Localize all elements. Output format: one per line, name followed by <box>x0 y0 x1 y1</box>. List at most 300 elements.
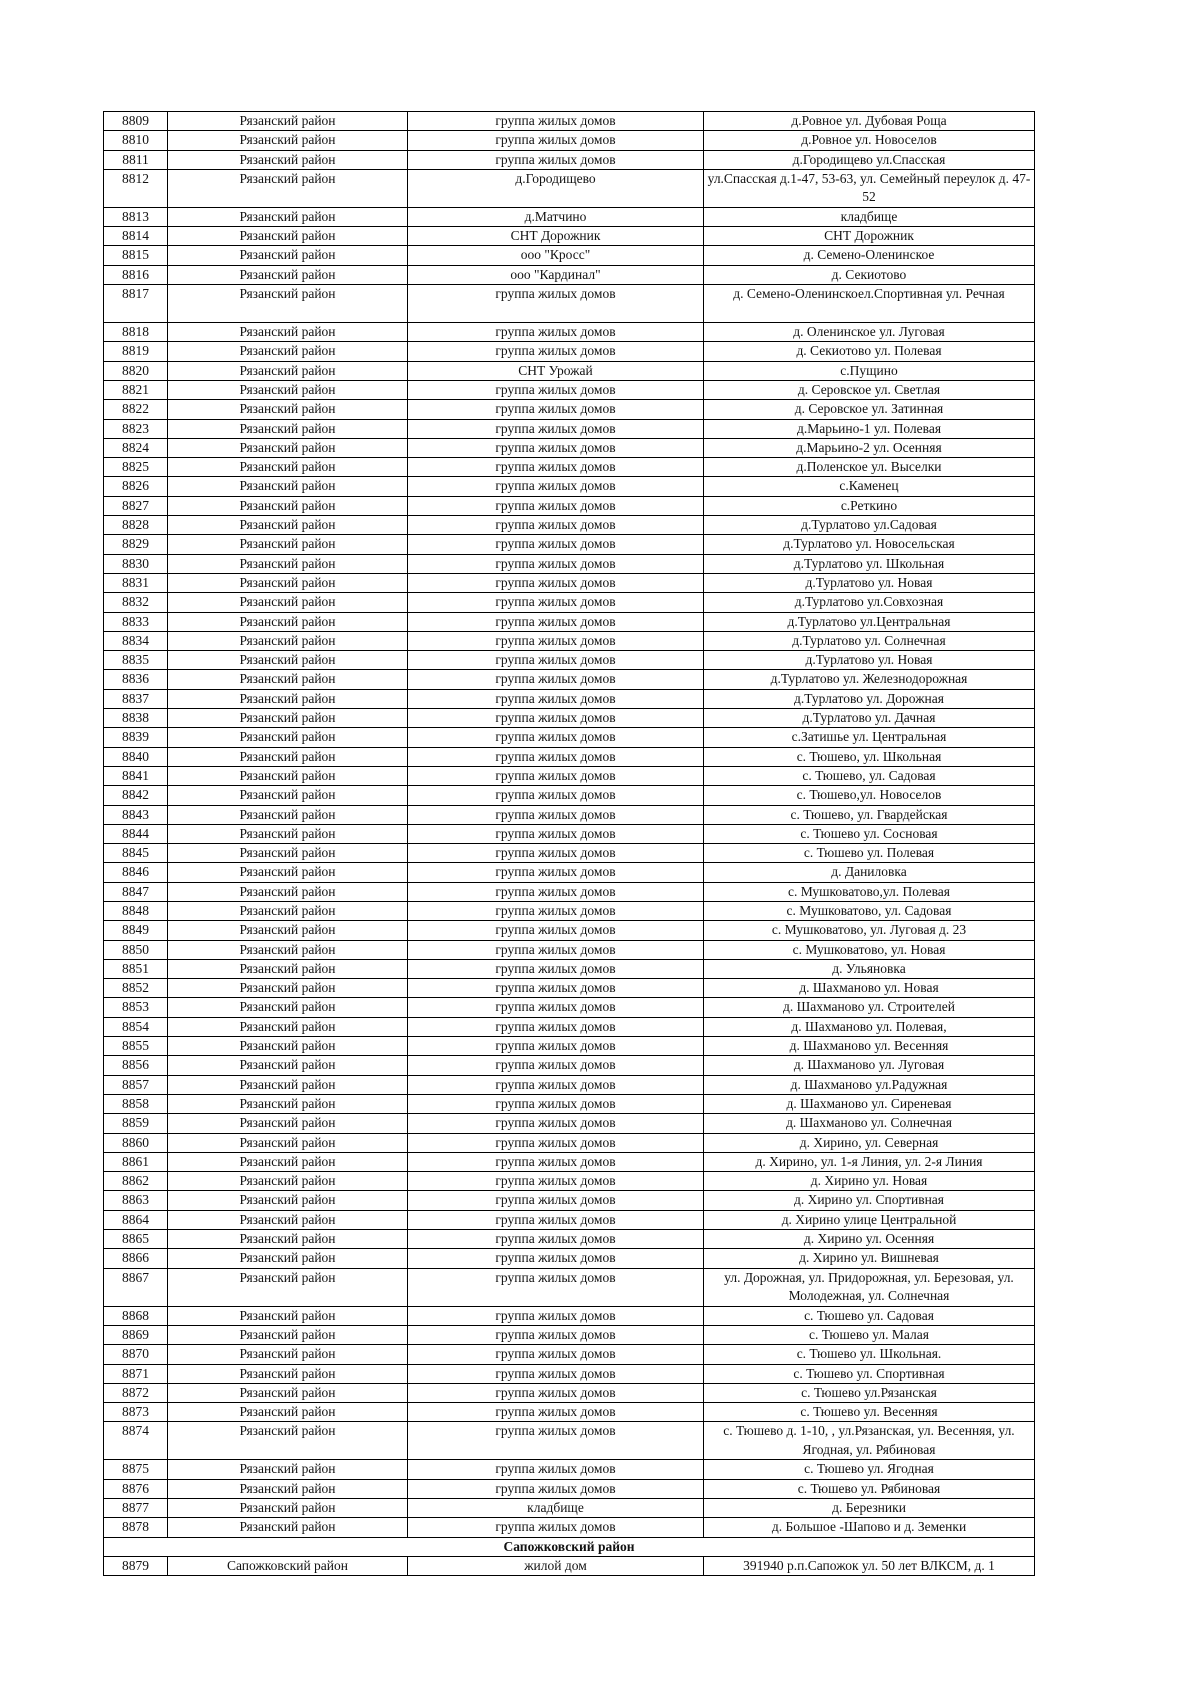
row-address: д.Турлатово ул.Совхозная <box>704 593 1035 612</box>
table-row <box>104 901 1035 920</box>
table-row <box>104 593 1035 612</box>
row-address: д. Хирино улице Центральной <box>704 1210 1035 1229</box>
row-district: Рязанский район <box>168 265 408 284</box>
row-district: Рязанский район <box>168 112 408 131</box>
row-object: группа жилых домов <box>408 458 704 477</box>
row-address: с.Затишье ул. Центральная <box>704 728 1035 747</box>
row-district: Рязанский район <box>168 1268 408 1306</box>
row-object: группа жилых домов <box>408 1230 704 1249</box>
row-district: Рязанский район <box>168 1499 408 1518</box>
row-district: Рязанский район <box>168 573 408 592</box>
row-number: 8833 <box>104 612 168 631</box>
row-object: группа жилых домов <box>408 1518 704 1537</box>
row-object: группа жилых домов <box>408 1383 704 1402</box>
table-row <box>104 670 1035 689</box>
row-address: д. Серовское ул. Светлая <box>704 380 1035 399</box>
section-header-row <box>104 1537 1035 1556</box>
row-number: 8844 <box>104 824 168 843</box>
table-row <box>104 285 1035 323</box>
row-address: с. Тюшево, ул. Садовая <box>704 766 1035 785</box>
row-object: группа жилых домов <box>408 1345 704 1364</box>
row-district: Рязанский район <box>168 1422 408 1460</box>
table-row <box>104 1403 1035 1422</box>
row-number: 8842 <box>104 786 168 805</box>
row-district: Рязанский район <box>168 458 408 477</box>
row-address: д. Оленинское ул. Луговая <box>704 323 1035 342</box>
row-address: д. Большое -Шапово и д. Земенки <box>704 1518 1035 1537</box>
row-district: Рязанский район <box>168 728 408 747</box>
row-district: Рязанский район <box>168 227 408 246</box>
table-row <box>104 940 1035 959</box>
table-row <box>104 1056 1035 1075</box>
table-row <box>104 1075 1035 1094</box>
table-row <box>104 979 1035 998</box>
row-address: с. Тюшево ул. Полевая <box>704 844 1035 863</box>
row-object: группа жилых домов <box>408 1075 704 1094</box>
row-number: 8861 <box>104 1152 168 1171</box>
row-address: д.Турлатово ул.Садовая <box>704 516 1035 535</box>
row-address: ул. Дорожная, ул. Придорожная, ул. Березовая, ул. Молодежная, ул. Солнечная <box>704 1268 1035 1306</box>
row-district: Рязанский район <box>168 1210 408 1229</box>
row-address: с. Тюшево ул. Ягодная <box>704 1460 1035 1479</box>
row-address: д. Шахманово ул. Полевая, <box>704 1017 1035 1036</box>
row-address: д.Марьино-1 ул. Полевая <box>704 419 1035 438</box>
row-object: ооо "Кросс" <box>408 246 704 265</box>
row-number: 8817 <box>104 285 168 323</box>
table-row <box>104 1306 1035 1325</box>
row-number: 8849 <box>104 921 168 940</box>
table-row <box>104 1422 1035 1460</box>
row-address: СНТ Дорожник <box>704 227 1035 246</box>
row-district: Рязанский район <box>168 1345 408 1364</box>
row-address: д.Турлатово ул. Новосельская <box>704 535 1035 554</box>
row-number: 8857 <box>104 1075 168 1094</box>
row-number: 8826 <box>104 477 168 496</box>
table-row <box>104 1037 1035 1056</box>
row-address: д. Семено-Оленинское <box>704 246 1035 265</box>
row-address: с. Тюшево ул.Рязанская <box>704 1383 1035 1402</box>
row-district: Рязанский район <box>168 131 408 150</box>
row-number: 8811 <box>104 150 168 169</box>
row-object: группа жилых домов <box>408 1210 704 1229</box>
table-row <box>104 1268 1035 1306</box>
row-object: группа жилых домов <box>408 844 704 863</box>
row-address: д.Турлатово ул. Солнечная <box>704 631 1035 650</box>
table-body-second <box>104 1556 1035 1575</box>
table-row <box>104 1383 1035 1402</box>
row-object: группа жилых домов <box>408 651 704 670</box>
row-object: группа жилых домов <box>408 112 704 131</box>
row-address: с.Каменец <box>704 477 1035 496</box>
row-number: 8813 <box>104 207 168 226</box>
row-district: Рязанский район <box>168 1172 408 1191</box>
table-row <box>104 227 1035 246</box>
row-address: д.Поленское ул. Выселки <box>704 458 1035 477</box>
table-row <box>104 824 1035 843</box>
row-district: Рязанский район <box>168 747 408 766</box>
row-number: 8835 <box>104 651 168 670</box>
row-object: группа жилых домов <box>408 940 704 959</box>
row-district: Рязанский район <box>168 979 408 998</box>
row-number: 8856 <box>104 1056 168 1075</box>
row-number: 8854 <box>104 1017 168 1036</box>
address-table <box>103 111 1035 1576</box>
row-object: группа жилых домов <box>408 689 704 708</box>
row-district: Рязанский район <box>168 998 408 1017</box>
row-number: 8839 <box>104 728 168 747</box>
table-body <box>104 112 1035 1538</box>
row-address: с. Тюшево ул. Малая <box>704 1325 1035 1344</box>
row-number: 8878 <box>104 1518 168 1537</box>
row-object: группа жилых домов <box>408 1422 704 1460</box>
table-row <box>104 1191 1035 1210</box>
row-district: Рязанский район <box>168 1518 408 1537</box>
table-row <box>104 1249 1035 1268</box>
table-row <box>104 651 1035 670</box>
row-district: Рязанский район <box>168 1133 408 1152</box>
row-object: группа жилых домов <box>408 1479 704 1498</box>
row-address: с. Мушковатово,ул. Полевая <box>704 882 1035 901</box>
table-row <box>104 1114 1035 1133</box>
row-number: 8820 <box>104 361 168 380</box>
row-object: группа жилых домов <box>408 1172 704 1191</box>
table-row <box>104 554 1035 573</box>
row-district: Рязанский район <box>168 1056 408 1075</box>
row-district: Рязанский район <box>168 323 408 342</box>
row-number: 8840 <box>104 747 168 766</box>
row-number: 8827 <box>104 496 168 515</box>
row-address: с. Тюшево ул. Спортивная <box>704 1364 1035 1383</box>
row-district: Рязанский район <box>168 246 408 265</box>
row-number: 8810 <box>104 131 168 150</box>
row-address: д. Шахманово ул. Новая <box>704 979 1035 998</box>
row-number: 8852 <box>104 979 168 998</box>
table-row <box>104 1364 1035 1383</box>
row-address: с.Пущино <box>704 361 1035 380</box>
row-district: Рязанский район <box>168 150 408 169</box>
row-object: группа жилых домов <box>408 131 704 150</box>
row-number: 8841 <box>104 766 168 785</box>
row-number: 8850 <box>104 940 168 959</box>
row-address: с. Тюшево, ул. Гвардейская <box>704 805 1035 824</box>
row-object: группа жилых домов <box>408 824 704 843</box>
row-number: 8843 <box>104 805 168 824</box>
row-district: Рязанский район <box>168 1383 408 1402</box>
row-district: Рязанский район <box>168 477 408 496</box>
row-district: Рязанский район <box>168 709 408 728</box>
row-object: группа жилых домов <box>408 1268 704 1306</box>
table-row <box>104 1345 1035 1364</box>
row-address: с. Мушковатово, ул. Луговая д. 23 <box>704 921 1035 940</box>
table-row <box>104 1094 1035 1113</box>
row-number: 8838 <box>104 709 168 728</box>
row-number: 8868 <box>104 1306 168 1325</box>
row-address: д.Турлатово ул. Новая <box>704 651 1035 670</box>
row-district: Рязанский район <box>168 1037 408 1056</box>
row-district: Рязанский район <box>168 921 408 940</box>
row-number: 8871 <box>104 1364 168 1383</box>
row-address: с. Тюшево ул. Садовая <box>704 1306 1035 1325</box>
table-row <box>104 805 1035 824</box>
row-object: группа жилых домов <box>408 1460 704 1479</box>
row-number: 8877 <box>104 1499 168 1518</box>
row-number: 8855 <box>104 1037 168 1056</box>
table-row <box>104 1479 1035 1498</box>
table-row <box>104 207 1035 226</box>
table-row <box>104 458 1035 477</box>
table-row <box>104 1133 1035 1152</box>
row-object: группа жилых домов <box>408 477 704 496</box>
row-number: 8874 <box>104 1422 168 1460</box>
row-object: группа жилых домов <box>408 1114 704 1133</box>
row-object: группа жилых домов <box>408 1133 704 1152</box>
row-number: 8865 <box>104 1230 168 1249</box>
row-district: Рязанский район <box>168 169 408 207</box>
row-address: д.Городищево ул.Спасская <box>704 150 1035 169</box>
row-object: группа жилых домов <box>408 1191 704 1210</box>
row-object: жилой дом <box>408 1556 704 1575</box>
table-row <box>104 400 1035 419</box>
row-district: Рязанский район <box>168 1230 408 1249</box>
table-row <box>104 342 1035 361</box>
row-address: д. Серовское ул. Затинная <box>704 400 1035 419</box>
row-number: 8864 <box>104 1210 168 1229</box>
row-address: д. Шахманово ул. Солнечная <box>704 1114 1035 1133</box>
row-object: группа жилых домов <box>408 921 704 940</box>
row-number: 8816 <box>104 265 168 284</box>
row-object: группа жилых домов <box>408 573 704 592</box>
row-object: группа жилых домов <box>408 631 704 650</box>
row-district: Рязанский район <box>168 670 408 689</box>
row-number: 8876 <box>104 1479 168 1498</box>
row-address: кладбище <box>704 207 1035 226</box>
table-row <box>104 1017 1035 1036</box>
row-object: группа жилых домов <box>408 1017 704 1036</box>
row-number: 8853 <box>104 998 168 1017</box>
row-address: с. Тюшево ул. Школьная. <box>704 1345 1035 1364</box>
table-row <box>104 1556 1035 1575</box>
row-object: группа жилых домов <box>408 1056 704 1075</box>
table-row <box>104 959 1035 978</box>
row-district: Рязанский район <box>168 612 408 631</box>
row-district: Рязанский район <box>168 207 408 226</box>
row-object: СНТ Дорожник <box>408 227 704 246</box>
row-object: группа жилых домов <box>408 285 704 323</box>
table-row <box>104 573 1035 592</box>
row-object: группа жилых домов <box>408 612 704 631</box>
row-district: Рязанский район <box>168 1364 408 1383</box>
row-address: д.Ровное ул. Новоселов <box>704 131 1035 150</box>
row-district: Рязанский район <box>168 940 408 959</box>
row-number: 8828 <box>104 516 168 535</box>
row-address: д. Хирино, ул. Северная <box>704 1133 1035 1152</box>
table-row <box>104 786 1035 805</box>
row-district: Рязанский район <box>168 496 408 515</box>
row-object: группа жилых домов <box>408 728 704 747</box>
row-district: Рязанский район <box>168 689 408 708</box>
row-district: Рязанский район <box>168 285 408 323</box>
row-address: д. Шахманово ул. Луговая <box>704 1056 1035 1075</box>
row-district: Рязанский район <box>168 380 408 399</box>
row-address: д. Хирино, ул. 1-я Линия, ул. 2-я Линия <box>704 1152 1035 1171</box>
row-district: Рязанский район <box>168 882 408 901</box>
row-address: д.Турлатово ул. Дачная <box>704 709 1035 728</box>
row-district: Рязанский район <box>168 824 408 843</box>
row-address: д. Шахманово ул. Весенняя <box>704 1037 1035 1056</box>
table-row <box>104 631 1035 650</box>
row-address: с. Тюшево,ул. Новоселов <box>704 786 1035 805</box>
row-district: Рязанский район <box>168 554 408 573</box>
row-address: д.Турлатово ул. Железнодорожная <box>704 670 1035 689</box>
row-object: группа жилых домов <box>408 1152 704 1171</box>
row-object: группа жилых домов <box>408 496 704 515</box>
table-row <box>104 131 1035 150</box>
table-row <box>104 380 1035 399</box>
row-object: группа жилых домов <box>408 554 704 573</box>
row-district: Рязанский район <box>168 1075 408 1094</box>
table-row <box>104 419 1035 438</box>
row-number: 8879 <box>104 1556 168 1575</box>
document-page <box>103 111 1034 1576</box>
row-number: 8825 <box>104 458 168 477</box>
row-address: с. Тюшево, ул. Школьная <box>704 747 1035 766</box>
table-row <box>104 1325 1035 1344</box>
row-number: 8866 <box>104 1249 168 1268</box>
row-district: Рязанский район <box>168 631 408 650</box>
table-row <box>104 747 1035 766</box>
row-district: Рязанский район <box>168 959 408 978</box>
row-district: Рязанский район <box>168 1479 408 1498</box>
row-district: Рязанский район <box>168 863 408 882</box>
row-address: д.Турлатово ул. Дорожная <box>704 689 1035 708</box>
row-district: Рязанский район <box>168 786 408 805</box>
row-number: 8836 <box>104 670 168 689</box>
row-address: с. Тюшево ул. Сосновая <box>704 824 1035 843</box>
row-address: с.Реткино <box>704 496 1035 515</box>
row-number: 8829 <box>104 535 168 554</box>
row-object: группа жилых домов <box>408 901 704 920</box>
row-number: 8858 <box>104 1094 168 1113</box>
row-district: Рязанский район <box>168 1094 408 1113</box>
table-row <box>104 150 1035 169</box>
row-district: Рязанский район <box>168 593 408 612</box>
row-district: Рязанский район <box>168 901 408 920</box>
row-address: с. Тюшево ул. Рябиновая <box>704 1479 1035 1498</box>
row-number: 8837 <box>104 689 168 708</box>
row-address: д.Ровное ул. Дубовая Роща <box>704 112 1035 131</box>
row-number: 8815 <box>104 246 168 265</box>
row-district: Рязанский район <box>168 361 408 380</box>
table-row <box>104 169 1035 207</box>
table-row <box>104 921 1035 940</box>
row-number: 8859 <box>104 1114 168 1133</box>
table-row <box>104 998 1035 1017</box>
row-number: 8821 <box>104 380 168 399</box>
row-district: Рязанский район <box>168 1249 408 1268</box>
row-district: Рязанский район <box>168 1403 408 1422</box>
row-district: Рязанский район <box>168 766 408 785</box>
row-object: группа жилых домов <box>408 1306 704 1325</box>
row-address: с. Мушковатово, ул. Садовая <box>704 901 1035 920</box>
row-number: 8834 <box>104 631 168 650</box>
row-number: 8860 <box>104 1133 168 1152</box>
table-row <box>104 863 1035 882</box>
row-number: 8809 <box>104 112 168 131</box>
row-address: д.Турлатово ул. Школьная <box>704 554 1035 573</box>
table-row <box>104 1210 1035 1229</box>
row-number: 8862 <box>104 1172 168 1191</box>
row-number: 8867 <box>104 1268 168 1306</box>
table-row <box>104 246 1035 265</box>
row-object: группа жилых домов <box>408 1249 704 1268</box>
row-object: группа жилых домов <box>408 593 704 612</box>
row-address: д. Секиотово ул. Полевая <box>704 342 1035 361</box>
table-row <box>104 1152 1035 1171</box>
row-number: 8863 <box>104 1191 168 1210</box>
row-object: группа жилых домов <box>408 882 704 901</box>
row-address: с. Мушковатово, ул. Новая <box>704 940 1035 959</box>
row-object: группа жилых домов <box>408 1364 704 1383</box>
row-number: 8812 <box>104 169 168 207</box>
row-number: 8823 <box>104 419 168 438</box>
row-district: Рязанский район <box>168 1306 408 1325</box>
row-object: группа жилых домов <box>408 998 704 1017</box>
row-object: д.Городищево <box>408 169 704 207</box>
row-object: группа жилых домов <box>408 1037 704 1056</box>
row-district: Сапожковский район <box>168 1556 408 1575</box>
row-district: Рязанский район <box>168 651 408 670</box>
row-address: д.Турлатово ул. Новая <box>704 573 1035 592</box>
row-object: группа жилых домов <box>408 805 704 824</box>
row-object: группа жилых домов <box>408 863 704 882</box>
row-district: Рязанский район <box>168 1460 408 1479</box>
row-address: д.Марьино-2 ул. Осенняя <box>704 438 1035 457</box>
row-address: д. Ульяновка <box>704 959 1035 978</box>
row-number: 8870 <box>104 1345 168 1364</box>
row-number: 8830 <box>104 554 168 573</box>
row-number: 8851 <box>104 959 168 978</box>
row-object: группа жилых домов <box>408 535 704 554</box>
row-object: группа жилых домов <box>408 419 704 438</box>
table-row <box>104 844 1035 863</box>
row-district: Рязанский район <box>168 805 408 824</box>
row-object: группа жилых домов <box>408 709 704 728</box>
table-row <box>104 882 1035 901</box>
row-number: 8831 <box>104 573 168 592</box>
row-object: группа жилых домов <box>408 150 704 169</box>
row-object: кладбище <box>408 1499 704 1518</box>
row-address: д. Шахманово ул. Строителей <box>704 998 1035 1017</box>
row-number: 8819 <box>104 342 168 361</box>
row-address: д. Шахманово ул.Радужная <box>704 1075 1035 1094</box>
table-row <box>104 265 1035 284</box>
table-row <box>104 496 1035 515</box>
row-number: 8869 <box>104 1325 168 1344</box>
row-object: группа жилых домов <box>408 438 704 457</box>
row-address: ул.Спасская д.1-47, 53-63, ул. Семейный переулок д. 47-52 <box>704 169 1035 207</box>
row-address: д. Семено-Оленинскоел.Спортивная ул. Речная <box>704 285 1035 323</box>
row-district: Рязанский район <box>168 400 408 419</box>
table-row <box>104 1230 1035 1249</box>
row-address: д.Турлатово ул.Центральная <box>704 612 1035 631</box>
table-row <box>104 323 1035 342</box>
row-district: Рязанский район <box>168 438 408 457</box>
row-address: д. Хирино ул. Осенняя <box>704 1230 1035 1249</box>
row-object: группа жилых домов <box>408 323 704 342</box>
row-object: группа жилых домов <box>408 670 704 689</box>
row-number: 8845 <box>104 844 168 863</box>
row-object: группа жилых домов <box>408 516 704 535</box>
